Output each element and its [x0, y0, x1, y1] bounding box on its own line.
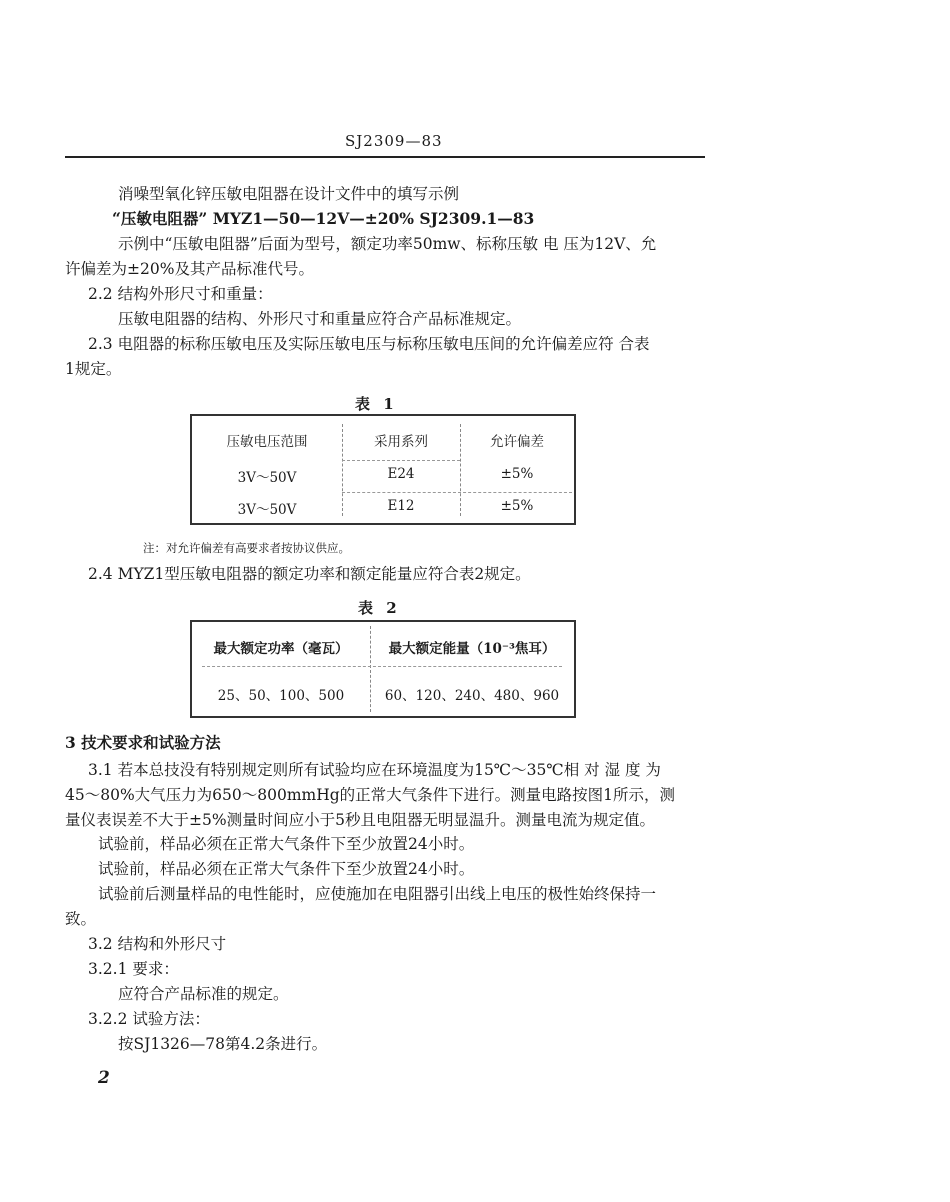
section-3-1-line-1: 3.1 若本总技没有特别规定则所有试验均应在环境温度为15℃～35℃相 对 湿 度 为: [88, 761, 661, 779]
section-3-heading: 3 技术要求和试验方法: [65, 733, 221, 752]
table-1-header-tolerance: 允许偏差: [490, 434, 544, 450]
section-2-3-line-2: 1规定。: [65, 360, 122, 378]
table-1-cell-range-1: 3V～50V: [237, 470, 297, 486]
example-line: “压敏电阻器” MYZ1—50—12V—±20% SJ2309.1—83: [112, 209, 535, 228]
table-2-header-energy: 最大额定能量（10⁻³焦耳）: [388, 641, 556, 657]
example-explain-1: 示例中“压敏电阻器”后面为型号，额定功率50mw、标称压敏 电 压为12V、允: [118, 235, 657, 253]
table-1-row-divider-2: [342, 492, 572, 493]
page-number: 2: [98, 1068, 110, 1088]
section-2-4-body: 2.4 MYZ1型压敏电阻器的额定功率和额定能量应符合表2规定。: [88, 565, 531, 583]
section-3-1-para-3: 试验前，样品必须在正常大气条件下至少放置24小时。: [98, 860, 475, 878]
example-explain-2: 许偏差为±20%及其产品标准代号。: [65, 260, 314, 278]
table-1-cell-range-2: 3V～50V: [237, 502, 297, 518]
table-2-header-power: 最大额定功率（毫瓦）: [213, 641, 349, 657]
example-title: 消噪型氧化锌压敏电阻器在设计文件中的填写示例: [118, 185, 460, 203]
section-3-1-line-3: 量仪表误差不大于±5%测量时间应小于5秒且电阻器无明显温升。测量电流为规定值。: [65, 811, 655, 829]
section-3-2-1-heading: 3.2.1 要求：: [88, 960, 179, 978]
table-1-caption: 表 1: [355, 395, 398, 413]
table-1-cell-series-1: E24: [387, 466, 415, 482]
table-1-cell-tolerance-1: ±5%: [500, 466, 534, 482]
table-1: [190, 414, 576, 525]
table-1-header-range: 压敏电压范围: [226, 434, 308, 450]
table-1-row-divider-1: [342, 460, 460, 461]
table-1-note: 注：对允许偏差有高要求者按协议供应。: [143, 541, 350, 555]
section-3-1-para-4-line-1: 试验前后测量样品的电性能时，应使施加在电阻器引出线上电压的极性始终保持一: [98, 885, 657, 903]
section-3-2-2-body: 按SJ1326—78第4.2条进行。: [118, 1035, 328, 1053]
table-2-cell-power: 25、50、100、500: [217, 688, 345, 704]
table-1-cell-series-2: E12: [387, 498, 415, 514]
table-2-row-divider: [202, 666, 562, 667]
table-1-cell-tolerance-2: ±5%: [500, 498, 534, 514]
header-rule: [65, 156, 705, 158]
section-3-1-para-4-line-2: 致。: [65, 910, 97, 928]
section-3-1-para-2: 试验前，样品必须在正常大气条件下至少放置24小时。: [98, 835, 475, 853]
table-1-header-series: 采用系列: [374, 434, 428, 450]
document-code: SJ2309—83: [345, 132, 443, 150]
section-3-1-line-2: 45～80%大气压力为650～800mmHg的正常大气条件下进行。测量电路按图1所示，测: [65, 786, 676, 804]
section-2-3-line-1: 2.3 电阻器的标称压敏电压及实际压敏电压与标称压敏电压间的允许偏差应符 合表: [88, 335, 650, 353]
table-2-caption: 表 2: [358, 599, 401, 617]
section-2-2-body: 压敏电阻器的结构、外形尺寸和重量应符合产品标准规定。: [118, 310, 522, 328]
table-2: [190, 620, 576, 718]
table-2-cell-energy: 60、120、240、480、960: [384, 688, 560, 704]
section-3-2-heading: 3.2 结构和外形尺寸: [88, 935, 227, 953]
section-3-2-1-body: 应符合产品标准的规定。: [118, 985, 289, 1003]
section-3-2-2-heading: 3.2.2 试验方法：: [88, 1010, 210, 1028]
section-2-2-heading: 2.2 结构外形尺寸和重量：: [88, 285, 273, 303]
